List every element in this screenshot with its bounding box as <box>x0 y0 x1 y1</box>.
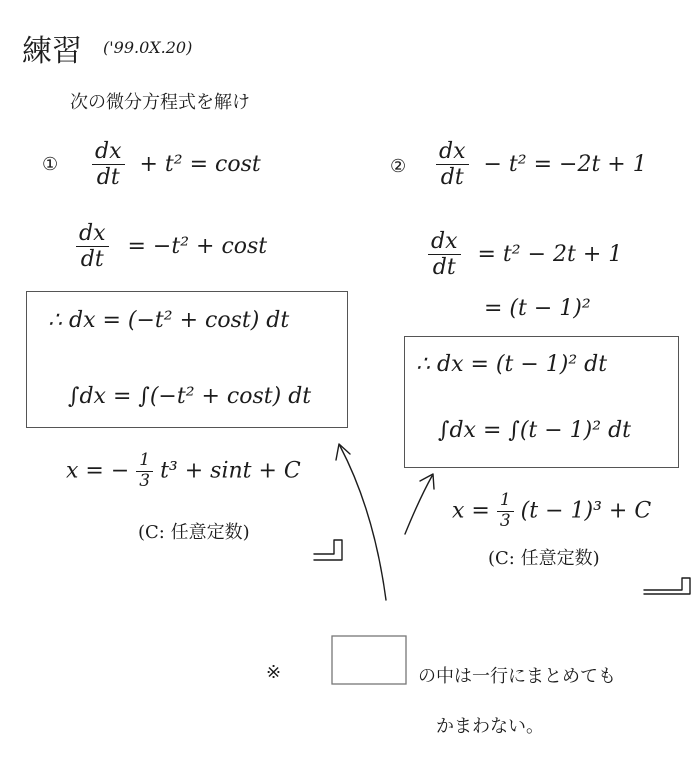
frac-denominator: 3 <box>499 510 511 531</box>
step-rest: = t² − 2t + 1 <box>477 241 623 267</box>
frac-denominator: dt <box>80 247 104 273</box>
end-mark-icon <box>644 578 690 594</box>
problem-1-boxed-line-2: ∫dx = ∫(−t² + cost) dt <box>68 384 312 409</box>
frac-numerator: dx <box>76 222 109 247</box>
footnote-text-2: かまわない。 <box>436 716 544 737</box>
answer-rhs: t³ + sint + C <box>160 458 301 484</box>
arrow-to-box-1 <box>340 446 386 600</box>
problem-1-marker: ① <box>42 154 59 175</box>
problem-1-boxed-line-1: ∴ dx = (−t² + cost) dt <box>48 308 290 333</box>
date: ('99.0X.20) <box>103 38 193 57</box>
problem-2-note: (C: 任意定数) <box>488 548 600 569</box>
frac-numerator: 1 <box>497 492 514 512</box>
frac-numerator: dx <box>436 140 469 165</box>
problem-2-step2: = (t − 1)² <box>484 296 591 321</box>
frac-numerator: 1 <box>136 452 153 472</box>
frac-numerator: dx <box>428 230 461 255</box>
frac-denominator: dt <box>440 165 464 191</box>
answer-lhs: x = <box>452 498 490 524</box>
footnote-mark: ※ <box>266 662 282 683</box>
problem-2-boxed-line-1: ∴ dx = (t − 1)² dt <box>416 352 608 377</box>
equation-rest: + t² = cost <box>139 151 261 177</box>
page-title: 練習 <box>22 34 82 69</box>
footnote-text-1: の中は一行にまとめても <box>418 666 616 687</box>
instruction: 次の微分方程式を解け <box>70 92 250 113</box>
step-rest: = −t² + cost <box>127 233 268 259</box>
equation-rest: − t² = −2t + 1 <box>483 151 647 177</box>
frac-numerator: dx <box>92 140 125 165</box>
frac-denominator: dt <box>432 255 456 281</box>
problem-2-boxed-line-2: ∫dx = ∫(t − 1)² dt <box>438 418 631 443</box>
problem-2-marker: ② <box>390 156 407 177</box>
answer-lhs: x = − <box>66 458 130 484</box>
legend-box-icon <box>332 636 406 684</box>
problem-1-note: (C: 任意定数) <box>138 522 250 543</box>
answer-rhs: (t − 1)³ + C <box>520 498 652 524</box>
frac-denominator: dt <box>96 165 120 191</box>
end-mark-icon <box>314 540 342 560</box>
frac-denominator: 3 <box>139 470 151 491</box>
arrow-to-box-2 <box>405 476 432 534</box>
